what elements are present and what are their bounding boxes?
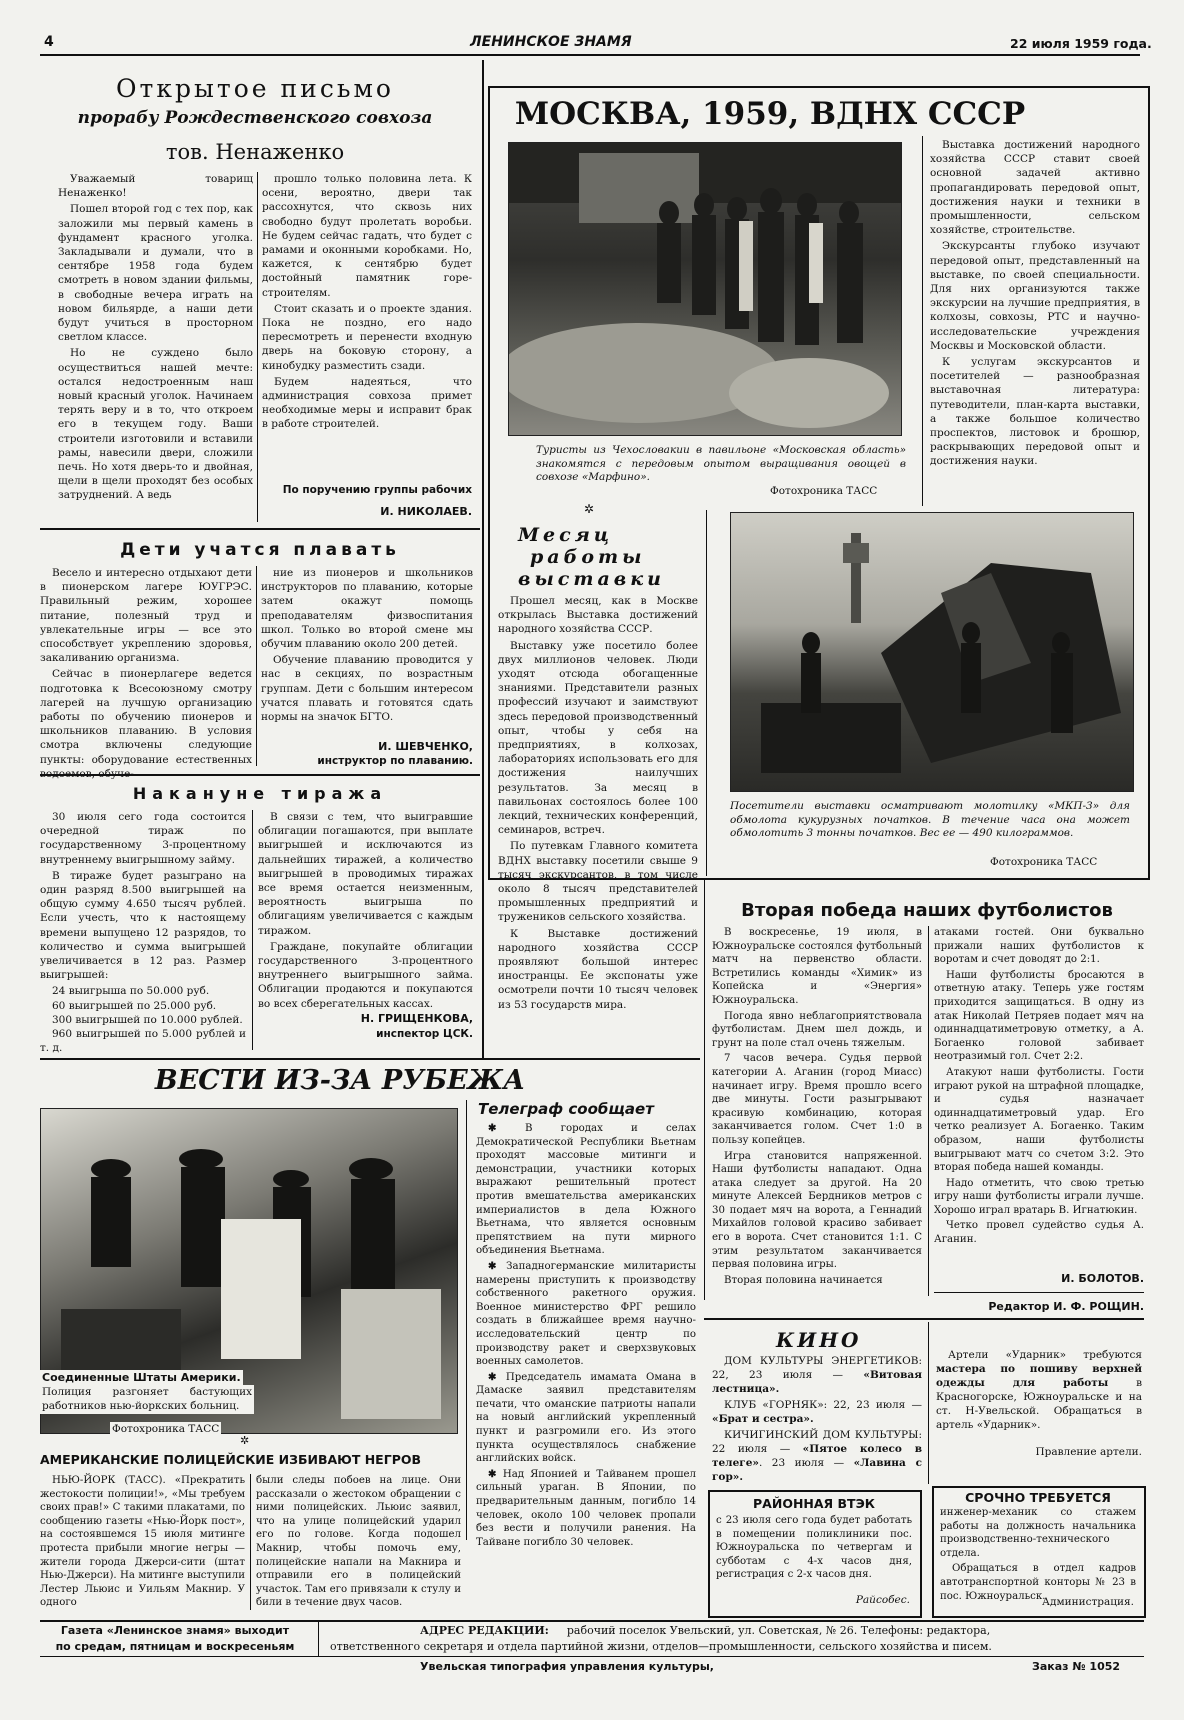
telegraph-item xyxy=(476,1468,696,1550)
police-photo-caption: Полиция разгоняет бастующих работников нью-йоркских больниц. xyxy=(40,1385,254,1414)
cinema-listing xyxy=(712,1398,922,1426)
police-photo-credit: Фотохроника ТАСС xyxy=(112,1423,220,1435)
footer-schedule-line1: Газета «Ленинское знамя» выходит xyxy=(60,1624,290,1637)
swim-col1 xyxy=(40,566,252,783)
tourists-photo-credit: Фотохроника ТАСС xyxy=(770,485,878,497)
football-para: Вторая половина начинается xyxy=(724,1274,883,1286)
vdnh-side-para: Выставка достижений народного хозяйства СССР ставит своей основной задачей активно пропагандировать передовой опыт, достижения науки и техники в промышленности, сельском хозяйстве, строительстве. xyxy=(930,139,1140,237)
telegraph-item xyxy=(476,1371,696,1466)
month-para: Прошел месяц, как в Москве открылась Выставка достижений народного хозяйства СССР. xyxy=(498,595,698,636)
cinema-film: «Брат и сестра». xyxy=(712,1413,814,1425)
lottery-para: В тираже будет разыграно на один разряд 8.500 выигрышей на общую сумму 4.650 тысяч рублей. Если учесть, что к настоящему времени выпущено 12 разрядов, то количество и сумма выигрышей увеличивается в 12 раз. Размер выигрышей: xyxy=(40,869,246,982)
lottery-para: 30 июля сего года состоится очередной тираж по государственному 3-процентному внутреннему выигрышному займу. xyxy=(40,811,246,866)
police-para: были следы побоев на лице. Они рассказали о жестоком обращении с ними полицейских. Льюис заявил, что на улице полицейский ударил его по голове. Когда подошел Макнир, чтобы помочь ему, полицейские напали на Макнира и отправили его в полицейский участок. Там его привязали к стулу и били в течение двух часов. xyxy=(256,1475,461,1609)
telegraph-title: Телеграф сообщает xyxy=(478,1100,654,1118)
column-divider xyxy=(704,880,705,1300)
football-para: Погода явно неблагоприятствовала футболистам. Днем шел дождь, и грунт на поле стал очень тяжелым. xyxy=(712,1010,922,1049)
vtek-text: с 23 июля сего года будет работать в помещении поликлиники пос. Южноуральска по четвергам и субботам с 4-х часов дня, регистрация с 2-х часов дня. xyxy=(716,1515,912,1581)
page-number: 4 xyxy=(44,34,54,50)
footer-printer: Увельская типография управления культуры, xyxy=(420,1660,714,1673)
urgent-title: СРОЧНО ТРЕБУЕТСЯ xyxy=(965,1490,1111,1505)
newspaper-title: ЛЕНИНСКОЕ ЗНАМЯ xyxy=(470,34,632,50)
swim-position: инструктор по плаванию. xyxy=(317,755,473,767)
month-text xyxy=(498,594,698,1014)
lottery-para: Граждане, покупайте облигации государственного 3-процентного внутреннего выигрышного займа. Облигации продаются и покупаются во всех сберегательных кассах. xyxy=(258,940,473,1010)
lottery-signature: Н. ГРИЩЕНКОВА, xyxy=(360,1012,473,1025)
open-letter-para: Будем надеяться, что администрация совхоза примет необходимые меры и исправит брак в работе строителей. xyxy=(262,375,472,431)
month-para: Выставку уже посетило более двух миллионов человек. Люди уходят отсюда обогащенные знаниями. Представители разных профессий изучают и заимствуют здесь передовой производственный опыт, чтобы у себя на предприятиях, в колхозах, лабораториях использовать его для достижения наилучших результатов. За месяц в павильонах состоялось более 100 лекций, технических конференций, семинаров, встреч. xyxy=(498,639,698,837)
footer-address-label: АДРЕС РЕДАКЦИИ: xyxy=(420,1624,549,1637)
month-para: К Выставке достижений народного хозяйства СССР проявляют большой интерес иностранцы. Ее экспонаты уже осмотрели почти 10 тысяч человек из 53 государств мира. xyxy=(498,927,698,1011)
vtek-title: РАЙОННАЯ ВТЭК xyxy=(753,1496,875,1511)
police-article-title: АМЕРИКАНСКИЕ ПОЛИЦЕЙСКИЕ ИЗБИВАЮТ НЕГРОВ xyxy=(40,1452,422,1467)
open-letter-para: Но не суждено было осуществиться нашей мечте: остался недостроенным наш новый красный уголок. Начинаем терять веру и в то, что откроем его в текущем году. Ваши строители изготовили и вставили рамы, навесили двери, сложили печь. Но хотя дверь-то и двойная, щели в щели проходят без особых затруднений. А ведь xyxy=(58,347,253,502)
open-letter-para: Стоит сказать и о проекте здания. Пока не поздно, его надо пересмотреть и перенести входную дверь на боковую сторону, а кинобудку разместить сзади. xyxy=(262,302,472,372)
lottery-col1 xyxy=(40,810,246,1055)
lottery-prize: 24 выигрыша по 50.000 руб. xyxy=(52,985,210,998)
footer-order-number: Заказ № 1052 xyxy=(1032,1660,1121,1673)
header-rule xyxy=(40,54,1140,56)
swim-para: Обучение плаванию проводится у нас в секциях, по возрастным группам. Дети с большим интересом учатся плавать и готовятся сдать нормы на значок БГТО. xyxy=(261,654,473,724)
lottery-title: Накануне тиража xyxy=(132,784,388,803)
section-rule xyxy=(934,1292,1144,1293)
footer-rule xyxy=(40,1620,1144,1622)
urgent-sign: Администрация. xyxy=(1042,1596,1134,1608)
telegraph-item-text: Над Японией и Тайванем прошел сильный ураган. В Японии, по предварительным данным, погибло 14 человек, около 100 человек пропали без вести и получили ранения. На Тайване погибло 30 человек. xyxy=(476,1468,696,1548)
artel-text xyxy=(936,1348,1142,1432)
cinema-venue: ДОМ КУЛЬТУРЫ ЭНЕРГЕТИКОВ: 22, 23 июля — xyxy=(712,1355,922,1381)
police-para: НЬЮ-ЙОРК (ТАСС). «Прекратить жестокости полиции!», «Мы требуем своих прав!» С такими плакатами, по сообщению газеты «Нью-Йорк пост», на состоявшемся 15 июля митинге протеста прибыли многие негры — жители города Джерси-сити (штат Нью-Джерси). На митинге выступили Лестер Льюис и Уильям Макнир. У одного xyxy=(40,1475,245,1609)
lottery-para: В связи с тем, что выигравшие облигации погашаются, при выплате выигрышей и исключаются из дальнейших тиражей, а количество выигрышей в проводимых тиражах все время остается неизменным, вероятность выигрыша по облигациям увеличивается с каждым тиражом. xyxy=(258,811,473,937)
urgent-text xyxy=(940,1506,1136,1605)
open-letter-signature: И. НИКОЛАЕВ. xyxy=(380,505,472,518)
football-para: Атакуют наши футболисты. Гости играют рукой на штрафной площадке, и судья назначает одиннадцатиметровый удар. Его четко реализует А. Богаенко. Таким образом, наши футболисты выигрывают матч со счетом 3:2. Это вторая победа нашей команды. xyxy=(934,1066,1144,1174)
lottery-col2 xyxy=(258,810,473,1013)
swim-signature: И. ШЕВЧЕНКО, xyxy=(378,740,473,753)
tourists-photo-caption: Туристы из Чехословакии в павильоне «Московская область» знакомятся с передовым опытом выращивания овощей в совхозе «Марфино». xyxy=(536,444,906,483)
football-col2 xyxy=(934,926,1144,1249)
star-ornament-icon: ✲ xyxy=(584,502,595,516)
football-para: Четко провел судейство судья А. Аганин. xyxy=(934,1220,1144,1246)
column-divider xyxy=(922,136,923,506)
cinema-film: «Пятое колесо в телеге» xyxy=(712,1443,922,1469)
issue-date: 22 июля 1959 года. xyxy=(1010,36,1152,51)
asterisk-icon: ✱ xyxy=(488,1467,503,1480)
swim-title: Дети учатся плавать xyxy=(120,540,400,560)
asterisk-icon: ✱ xyxy=(488,1370,506,1383)
thresher-photo-image xyxy=(731,513,1133,791)
open-letter-col1 xyxy=(58,172,253,505)
police-col1 xyxy=(40,1474,245,1612)
column-divider xyxy=(706,510,707,876)
urgent-para: Обращаться в отдел кадров автотранспортной конторы № 23 в пос. Южноуральск. xyxy=(940,1563,1136,1602)
column-divider xyxy=(256,566,257,766)
telegraph-items xyxy=(476,1122,696,1551)
tourists-photo-image xyxy=(509,143,901,435)
telegraph-item xyxy=(476,1260,696,1369)
footer-address-text: рабочий поселок Увельский, ул. Советская, № 26. Телефоны: редактора, xyxy=(566,1624,991,1637)
cinema-film: «Лавина с гор». xyxy=(712,1457,922,1483)
open-letter-addressee: тов. Ненаженко xyxy=(165,140,345,164)
section-rule xyxy=(40,1058,700,1060)
footer-schedule-line2: по средам, пятницам и воскресеньям xyxy=(55,1640,295,1653)
cinema-listings xyxy=(712,1354,922,1486)
police-photo-caption-bold: Соединенные Штаты Америки. xyxy=(42,1371,241,1384)
telegraph-item xyxy=(476,1122,696,1258)
foreign-news-title: ВЕСТИ ИЗ-ЗА РУБЕЖА xyxy=(154,1065,526,1096)
column-divider xyxy=(928,1322,929,1484)
football-col1 xyxy=(712,926,922,1289)
column-divider xyxy=(318,1622,319,1656)
column-divider xyxy=(257,172,258,522)
section-rule xyxy=(704,1318,1144,1320)
urgent-para: инженер-механик со стажем работы на должность начальника производственно-технического отдела. xyxy=(940,1507,1136,1559)
star-ornament-icon: ✲ xyxy=(240,1434,250,1447)
column-divider xyxy=(928,926,929,1296)
lottery-position: инспектор ЦСК. xyxy=(376,1028,473,1040)
section-rule xyxy=(40,774,480,776)
open-letter-subtitle: прорабу Рождественского совхоза xyxy=(77,108,433,128)
lottery-prize: 60 выигрышей по 25.000 руб. xyxy=(52,999,217,1012)
artel-notice xyxy=(936,1348,1142,1434)
artel-text-bold: мастера по пошиву верхней одежды для работы xyxy=(936,1363,1142,1389)
column-divider xyxy=(252,810,253,1050)
open-letter-para: прошло только половина лета. К осени, вероятно, двери так рассохнутся, что сквозь них свободно будут пролетать воробьи. Не будем сейчас гадать, что будет с рамами и оконными коробками. Но, кажется, к сентябрю будет достойный памятник горе-строителям. xyxy=(262,173,472,299)
lottery-prize: 300 выигрышей по 10.000 рублей. xyxy=(52,1013,243,1026)
artel-text-end: в Красногорске, Южноуральске и на ст. Н-Увельской. Обращаться в артель «Ударник». xyxy=(936,1377,1143,1431)
telegraph-item-text: В городах и селах Демократической Республики Вьетнам проходят массовые митинги и демонстрации, участники которых выражают решительный протест против вмешательства американских империалистов в дела Южного Вьетнама, что является основным препятствием на пути мирного объединения Вьетнама. xyxy=(476,1123,697,1257)
vdnh-title: МОСКВА, 1959, ВДНХ СССР xyxy=(514,96,1026,132)
month-title-3: выставки xyxy=(518,568,665,590)
asterisk-icon: ✱ xyxy=(488,1122,526,1134)
vdnh-side-para: Экскурсанты глубоко изучают передовой опыт, представленный на выставке, по своей специальности. Для них организуются также экскурсии на лучшие предприятия, в колхозы, совхозы, РТС и научно-исследовательские учреждения Москвы и Московской области. xyxy=(930,240,1140,352)
swim-para: Сейчас в пионерлагере ведется подготовка к Всесоюзному смотру лагерей на лучшую организацию работы по обучению пионеров и школьников плаванию. В условия смотра включены следующие пункты: оборудование естественных xyxy=(40,668,252,766)
month-title-2: работы xyxy=(530,546,646,568)
swim-para: Весело и интересно отдыхают дети в пионерском лагере ЮУГРЭС. Правильный режим, хорошее питание, полезный труд и увлекательные игры — все это способствует укреплению здоровья, закаливанию организма. xyxy=(40,567,252,665)
cinema-title: КИНО xyxy=(776,1328,862,1352)
editor-signature: Редактор И. Ф. РОЩИН. xyxy=(988,1300,1144,1313)
football-para: Надо отметить, что свою третью игру наши футболисты играли лучше. Хорошо играл вратарь В. Игнатюкин. xyxy=(934,1177,1144,1216)
artel-sign: Правление артели. xyxy=(1035,1446,1142,1458)
open-letter-para: Пошел второй год с тех пор, как заложили мы первый камень в фундамент красного уголка. Закладывали и думали, что в сентябре 1958 года будем смотреть в новом здании фильмы, в свободные вечера играть на новом бильярде, а наши дети будут учиться в просторном светлом классе. xyxy=(58,203,253,344)
thresher-photo-credit: Фотохроника ТАСС xyxy=(990,856,1098,868)
telegraph-item-text: Председатель имамата Омана в Дамаске заявил представителям печати, что оманские патриоты напали на новый английский укрепленный пункт и разгромили его. Из этого пункта осуществлялось снабжение английских войск. xyxy=(476,1371,696,1465)
football-para: В воскресенье, 19 июля, в Южноуральске состоялся футбольный матч на первенство области. Встретились команды «Химик» из Копейска и «Энергия» Южноуральска. xyxy=(712,927,922,1006)
cinema-venue: . 23 июля — xyxy=(758,1457,854,1469)
football-para: атаками гостей. Они буквально прижали наших футболистов к воротам и счет доводят до 2:1. xyxy=(934,927,1144,966)
telegraph-item-text: Западногерманские милитаристы намерены приступить к производству собственного ракетного оружия. Военное министерство ФРГ решило создать в ближайшее время научно-исследовательский центр по производству ракет и сверхзвуковых военных самолетов. xyxy=(476,1260,696,1368)
vdnh-side-text xyxy=(930,138,1140,471)
open-letter-para: Уважаемый товарищ Ненаженко! xyxy=(58,173,253,200)
asterisk-icon: ✱ xyxy=(488,1259,507,1272)
football-para: Наши футболисты бросаются в ответную атаку. Теперь уже гостям приходится защищаться. В одну из атак Николай Петряев подает мяч на одиннадцатиметровую отметку, а А. Богаенко головой забивает неотразимый гол. Счет 2:2. xyxy=(934,969,1144,1063)
month-title-1: Месяц xyxy=(518,524,614,546)
football-para: 7 часов вечера. Судья первой категории А. Аганин (город Миасс) начинает игру. Время прошло всего две минуты. Гости разыгрывают красивую комбинацию, которая заканчивается голом. Счет 1:0 в пользу копейцев. xyxy=(712,1053,922,1146)
swim-para: ние из пионеров и школьников инструкторов по плаванию, которые затем окажут помощь преподавателям физвоспитания школ. Только во второй смене мы обучим плаванию около 200 детей. xyxy=(261,567,473,651)
cinema-listing xyxy=(712,1428,922,1484)
cinema-film: «Витовая лестница». xyxy=(712,1369,922,1395)
football-signature: И. БОЛОТОВ. xyxy=(1061,1272,1144,1285)
vdnh-photo-thresher xyxy=(730,512,1134,792)
artel-text-start: Артели «Ударник» требуются xyxy=(948,1349,1142,1361)
footer-address-line2: ответственного секретаря и отдела партийной жизни, отделов—промышленности, сельского хозяйства и писем. xyxy=(330,1640,992,1653)
column-divider xyxy=(466,1100,467,1540)
column-divider xyxy=(482,60,484,1060)
footer-rule xyxy=(40,1656,1144,1657)
column-divider xyxy=(250,1474,251,1610)
open-letter-title: Открытое письмо xyxy=(116,74,394,103)
cinema-listing xyxy=(712,1354,922,1396)
football-title: Вторая победа наших футболистов xyxy=(741,900,1113,921)
lottery-prize: 960 выигрышей по 5.000 рублей и т. д. xyxy=(40,1028,246,1055)
thresher-photo-caption: Посетители выставки осматривают молотилку «МКП-3» для обмолота кукурузных початков. В течение часа она может обмолотить 3 тонны початков. Вес ее — 490 килограммов. xyxy=(730,800,1130,839)
police-col2 xyxy=(256,1474,461,1612)
cinema-venue: КЛУБ «ГОРНЯК»: 22, 23 июля — xyxy=(724,1399,922,1411)
swim-col2 xyxy=(261,566,473,726)
month-para: По путевкам Главного комитета ВДНХ выставку посетили свыше 9 тысяч экскурсантов, в том числе около 8 тысяч представителей промышленных предприятий и тружеников сельского хозяйства. xyxy=(498,840,698,924)
section-rule xyxy=(40,528,480,530)
open-letter-signoff: По поручению группы рабочих xyxy=(282,484,472,496)
open-letter-col2 xyxy=(262,172,472,434)
vdnh-photo-tourists xyxy=(508,142,902,436)
footer-address xyxy=(330,1624,1142,1637)
football-para: Игра становится напряженной. Наши футболисты нападают. Одна атака следует за другой. На 20 минуте Алексей Бердников метров с 30 подает мяч на ворота, а Геннадий Михайлов головой красиво забивает его в ворота. Счет становится 1:1. С этим результатом заканчивается первая половина игры. xyxy=(712,1150,922,1271)
vtek-sign: Райсобес. xyxy=(855,1594,910,1606)
cinema-venue: КИЧИГИНСКИЙ ДОМ КУЛЬТУРЫ: 22 июля — xyxy=(712,1429,922,1455)
vdnh-side-para: К услугам экскурсантов и посетителей — разнообразная выставочная литература: путеводители, план-карта выставки, а также большое количество проспектов, листовок и брошюр, раскрывающих передовой опыт и достижения науки. xyxy=(930,356,1140,468)
